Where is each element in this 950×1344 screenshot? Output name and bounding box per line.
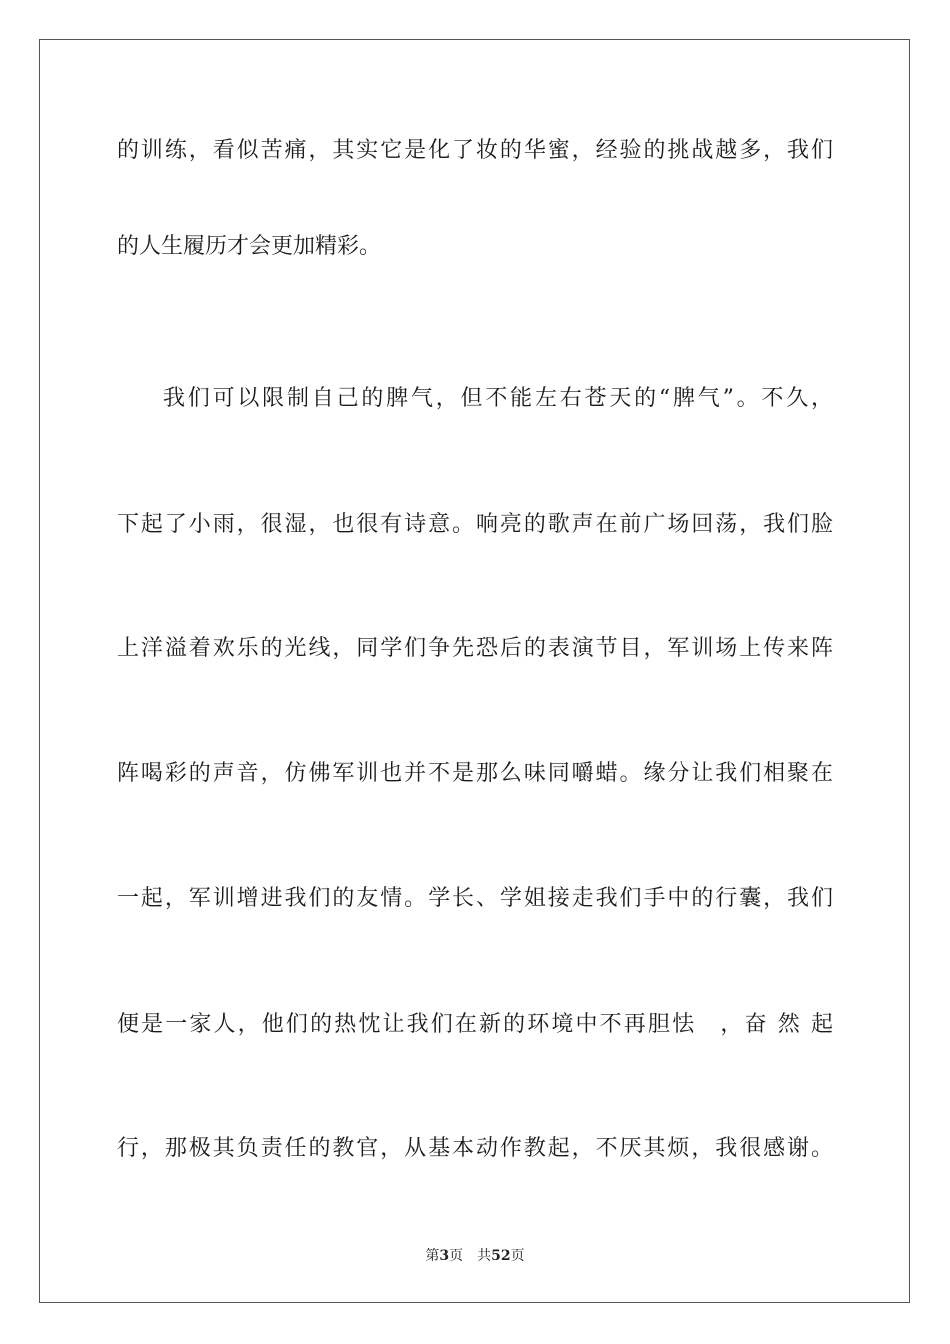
text-line-7: 一起，军训增进我们的友情。学长、学姐接走我们手中的行囊，我们 xyxy=(117,886,833,911)
text-line-8: 便是一家人，他们的热忱让我们在新的环境中不再胆怯 ，奋 然 起 xyxy=(117,1012,833,1037)
total-pages: 52 xyxy=(491,1248,511,1264)
text-line-6: 阵喝彩的声音，仿佛军训也并不是那么味同嚼蜡。缘分让我们相聚在 xyxy=(117,761,833,786)
total-suffix: 页 xyxy=(510,1248,525,1264)
text-line-5: 上洋溢着欢乐的光线，同学们争先恐后的表演节目，军训场上传来阵 xyxy=(117,636,833,661)
text-line-4: 下起了小雨，很湿，也很有诗意。响亮的歌声在前广场回荡，我们脸 xyxy=(117,512,833,537)
text-line-9: 行，那极其负责任的教官，从基本动作教起，不厌其烦，我很感谢。 xyxy=(117,1136,833,1161)
text-line-2: 的人生履历才会更加精彩。 xyxy=(117,234,382,259)
page-number: 3 xyxy=(439,1248,450,1264)
page-suffix: 页 xyxy=(449,1248,464,1264)
text-line-3: 我们可以限制自己的脾气，但不能左右苍天的“脾气”。不久， xyxy=(163,386,833,411)
text-line-1: 的训练，看似苦痛，其实它是化了妆的华蜜，经验的挑战越多，我们 xyxy=(117,138,833,163)
page-footer xyxy=(0,1245,950,1265)
total-prefix: 共 xyxy=(477,1248,492,1264)
page-frame xyxy=(39,39,910,1303)
page-prefix: 第 xyxy=(425,1248,440,1264)
